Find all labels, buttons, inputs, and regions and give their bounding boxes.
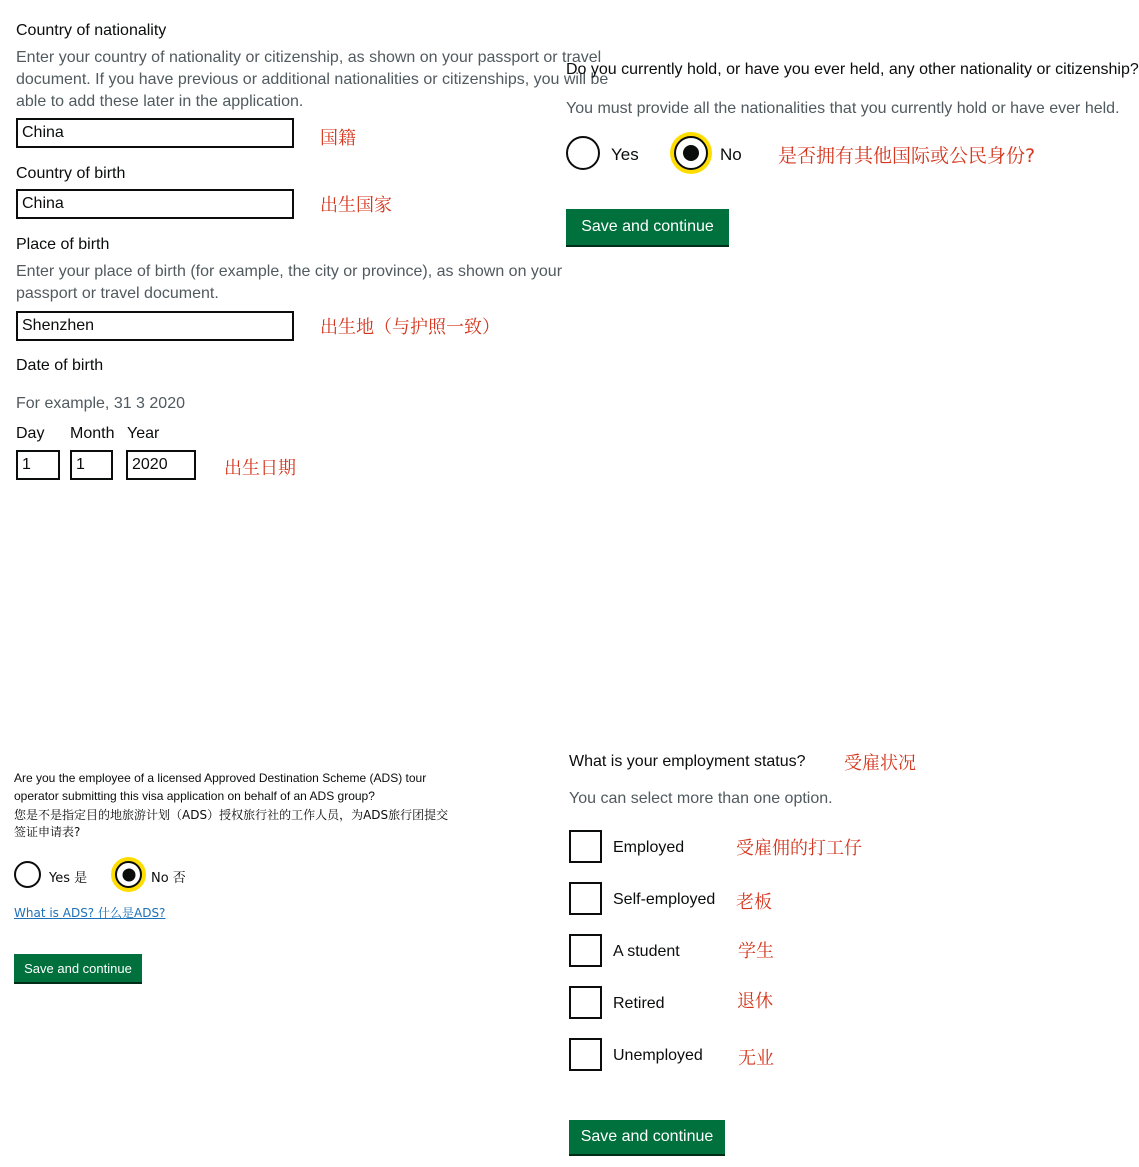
- birth-country-input[interactable]: [16, 189, 294, 219]
- year-input[interactable]: [126, 450, 196, 480]
- ads-no-label[interactable]: No 否: [151, 871, 186, 886]
- student-annotation: 学生: [738, 941, 774, 962]
- birth-country-annotation: 出生国家: [320, 195, 392, 216]
- ads-question-cn-line: 您是不是指定目的地旅游计划（ADS）授权旅行社的工作人员，为ADS旅行团提交: [14, 808, 449, 822]
- ads-question-line: Are you the employee of a licensed Approved Destination Scheme (ADS) tour: [14, 771, 427, 785]
- birth-place-annotation: 出生地（与护照一致）: [320, 317, 500, 338]
- birth-place-input[interactable]: [16, 311, 294, 341]
- nationality-label: Country of nationality: [16, 22, 167, 39]
- year-label: Year: [127, 425, 160, 442]
- self-employed-annotation: 老板: [736, 892, 772, 913]
- birth-place-hint-line: passport or travel document.: [16, 285, 219, 302]
- month-input[interactable]: [70, 450, 113, 480]
- employment-panel: [556, 740, 1080, 1167]
- unemployed-label[interactable]: Unemployed: [613, 1047, 703, 1064]
- ads-yes-label[interactable]: Yes 是: [49, 871, 88, 886]
- dob-annotation: 出生日期: [224, 458, 296, 479]
- ads-question-line: operator submitting this visa application on behalf of an ADS group?: [14, 789, 375, 803]
- other-nationality-hint: You must provide all the nationalities that you currently hold or have ever held.: [566, 100, 1120, 117]
- employed-label[interactable]: Employed: [613, 839, 685, 856]
- yes-radio[interactable]: [566, 136, 600, 170]
- dob-hint: For example, 31 3 2020: [16, 395, 185, 412]
- retired-checkbox[interactable]: [569, 986, 602, 1019]
- no-radio-label[interactable]: No: [720, 145, 742, 164]
- student-checkbox[interactable]: [569, 934, 602, 967]
- ads-yes-radio[interactable]: [14, 861, 41, 888]
- birth-place-label: Place of birth: [16, 236, 110, 253]
- unemployed-checkbox[interactable]: [569, 1038, 602, 1071]
- birth-place-hint-line: Enter your place of birth (for example, the city or province), as shown on your: [16, 263, 563, 280]
- what-is-ads-link[interactable]: What is ADS? 什么是ADS?: [14, 906, 166, 920]
- self-employed-checkbox[interactable]: [569, 882, 602, 915]
- month-label: Month: [70, 425, 115, 442]
- self-employed-label[interactable]: Self-employed: [613, 891, 716, 908]
- nationality-annotation: 国籍: [320, 128, 356, 149]
- no-radio[interactable]: [674, 136, 708, 170]
- retired-annotation: 退休: [737, 991, 773, 1012]
- other-nationality-question: Do you currently hold, or have you ever held, any other nationality or citizenship?: [566, 61, 1139, 78]
- other-nationality-panel: [556, 0, 1139, 500]
- save-and-continue-button[interactable]: Save and continue: [566, 209, 729, 245]
- nationality-hint-line: Enter your country of nationality or citizenship, as shown on your passport or travel: [16, 49, 602, 66]
- ads-no-radio[interactable]: [115, 861, 142, 888]
- ads-question-cn-line: 签证申请表?: [14, 825, 81, 839]
- employment-hint: You can select more than one option.: [569, 790, 833, 807]
- ads-panel: [0, 760, 542, 1000]
- retired-label[interactable]: Retired: [613, 995, 665, 1012]
- employed-annotation: 受雇佣的打工仔: [736, 838, 862, 859]
- employment-save-and-continue-button[interactable]: Save and continue: [569, 1120, 725, 1154]
- ads-save-and-continue-button[interactable]: Save and continue: [14, 954, 142, 982]
- student-label[interactable]: A student: [613, 943, 680, 960]
- nationality-hint-line: document. If you have previous or additional nationalities or citizenships, you will be: [16, 71, 609, 88]
- employed-checkbox[interactable]: [569, 830, 602, 863]
- nationality-hint-line: able to add these later in the application.: [16, 93, 304, 110]
- employment-question-annotation: 受雇状况: [844, 753, 916, 774]
- day-label: Day: [16, 425, 45, 442]
- dob-label: Date of birth: [16, 357, 104, 374]
- other-nationality-annotation: 是否拥有其他国际或公民身份?: [778, 145, 1036, 167]
- unemployed-annotation: 无业: [738, 1048, 774, 1069]
- day-input[interactable]: [16, 450, 60, 480]
- yes-radio-label[interactable]: Yes: [611, 145, 639, 164]
- birth-country-label: Country of birth: [16, 165, 126, 182]
- employment-question: What is your employment status?: [569, 753, 806, 770]
- nationality-input[interactable]: [16, 118, 294, 148]
- nationality-panel: [0, 0, 609, 500]
